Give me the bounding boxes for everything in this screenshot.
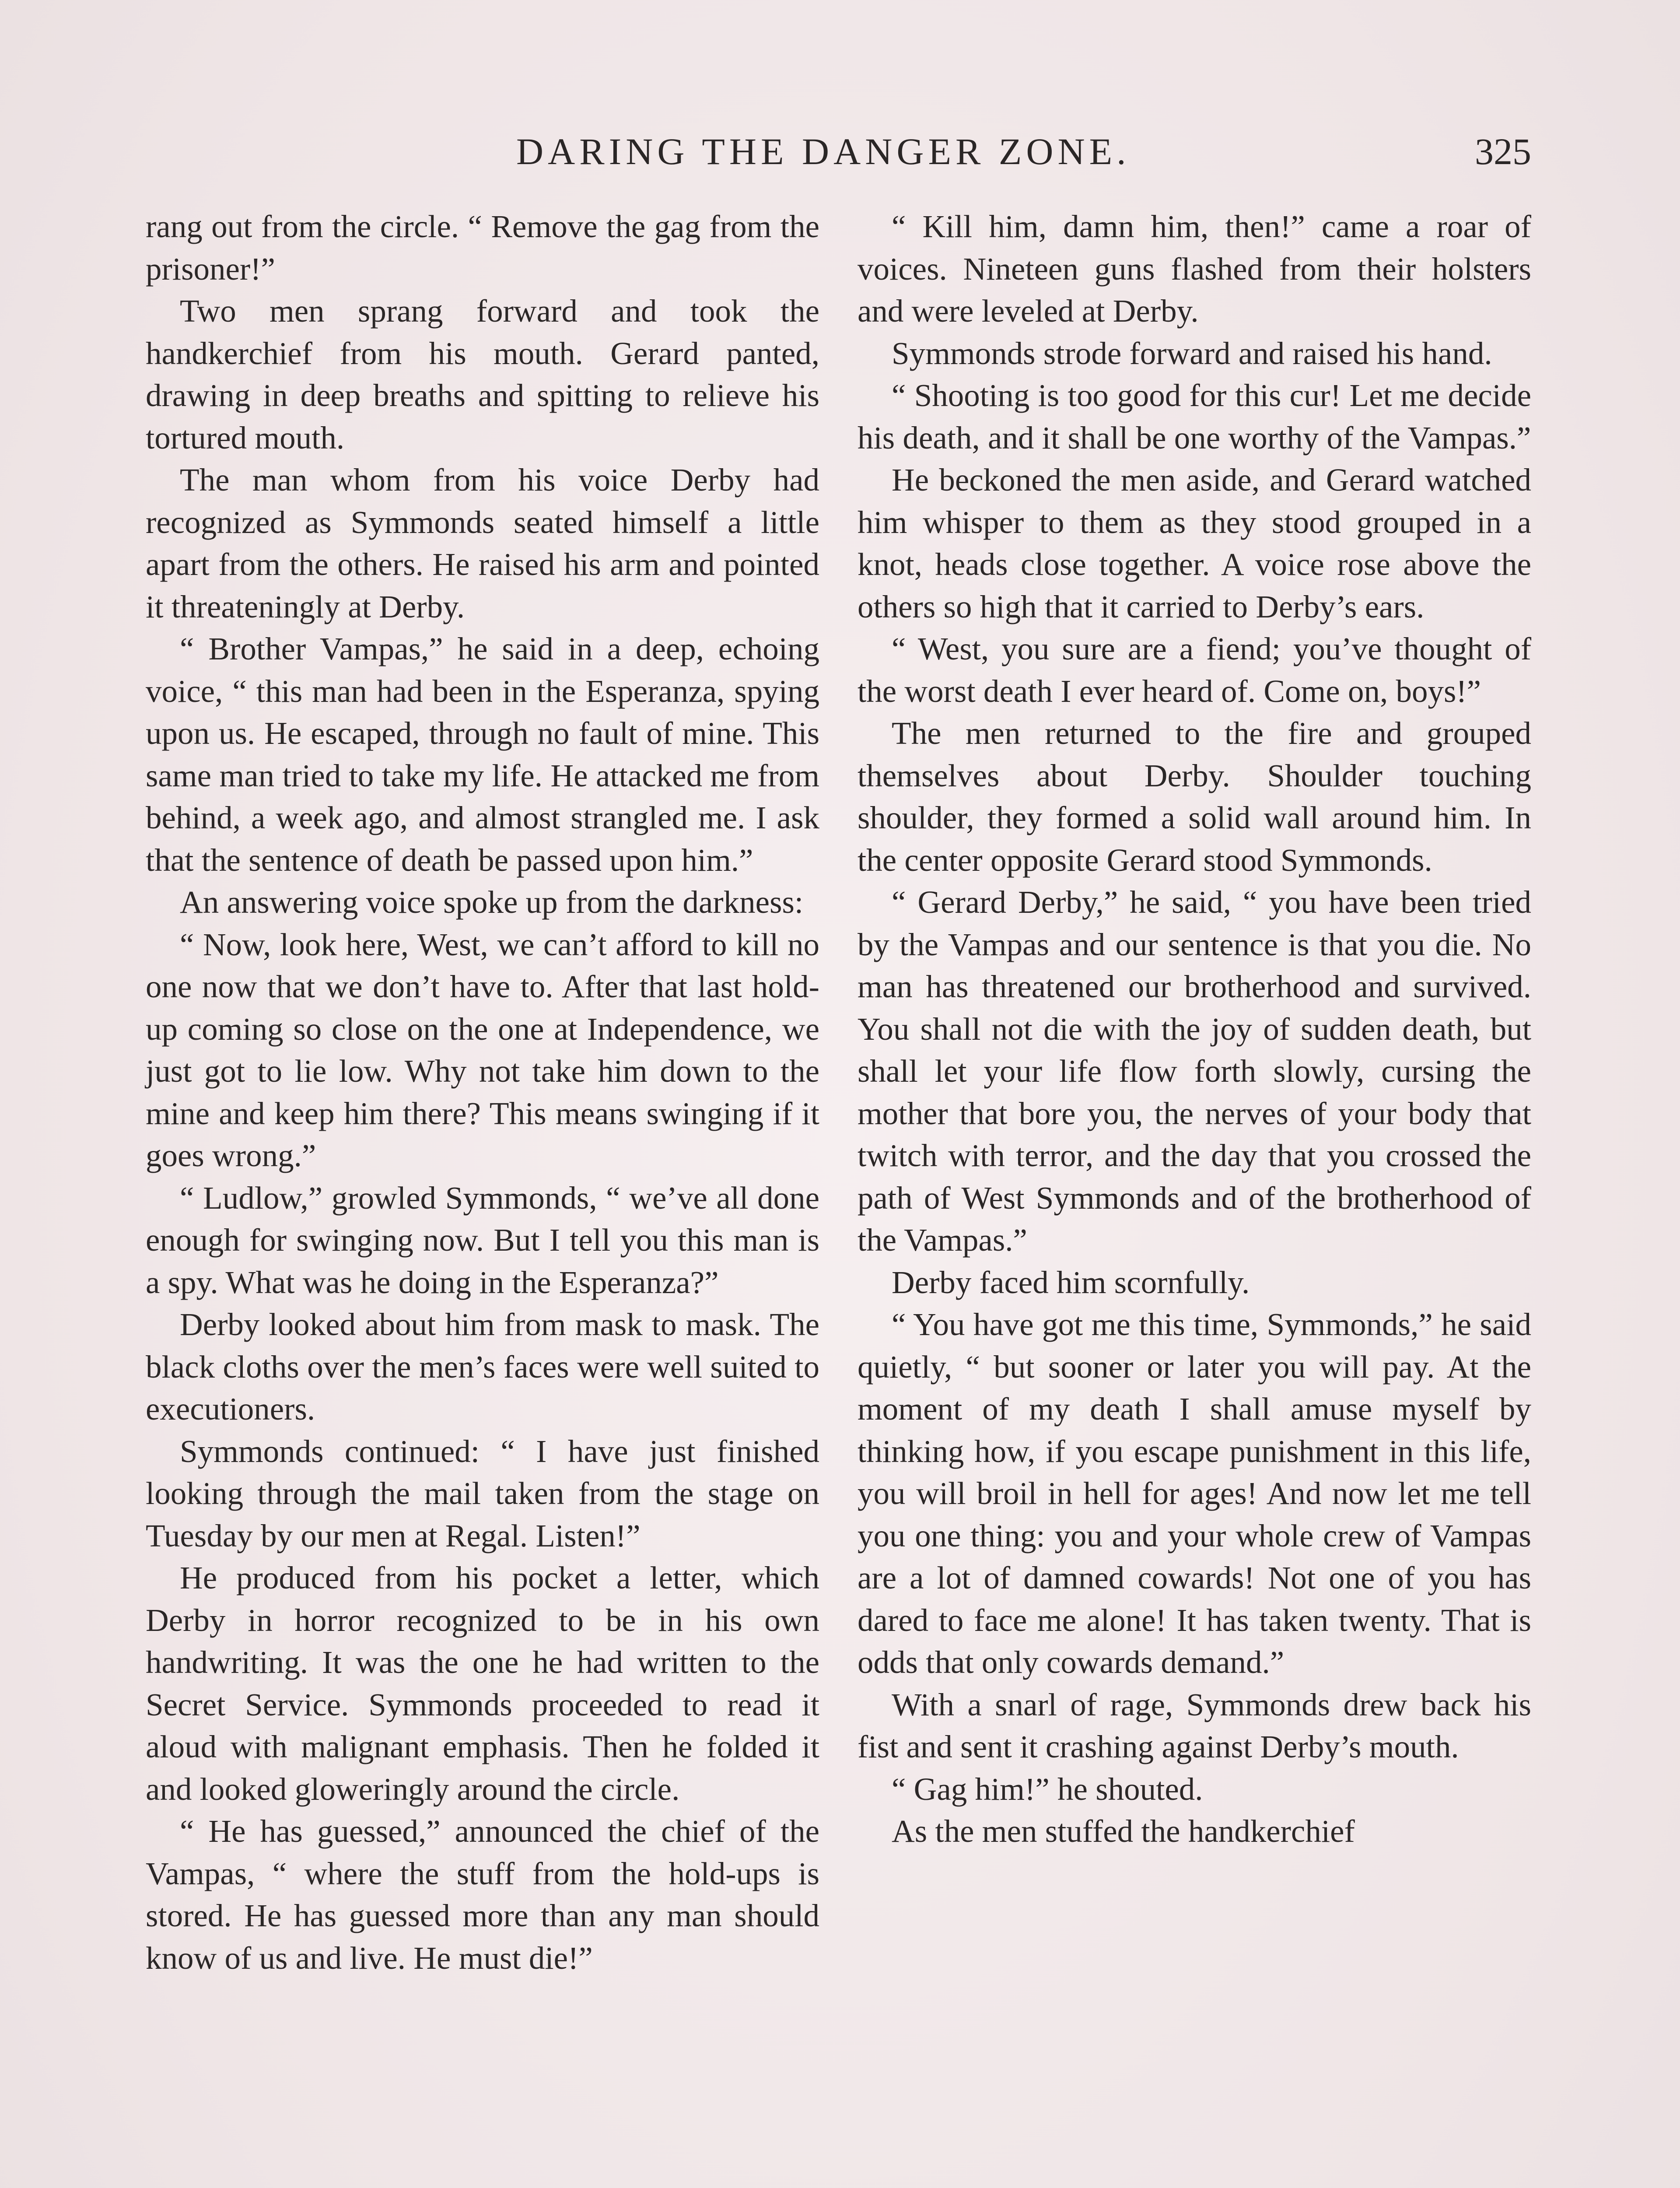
paragraph: “ Now, look here, West, we can’t afford to kill no one now that we don’t have to. After that last hold-up coming so close on the one at Independence, we just got to lie low. Why not take him down to the mine and keep him there? This means swinging if it goes wrong.” xyxy=(146,926,819,1173)
paragraph: As the men stuffed the handkerchief xyxy=(892,1813,1355,1849)
right-text-column xyxy=(858,206,1531,1853)
paragraph: He produced from his pocket a letter, which Derby in horror recognized to be in his own handwriting. It was the one he had written to the Secret Service. Symmonds proceeded to read it aloud with malignant emphasis. Then he folded it and looked gloweringly around the circle. xyxy=(146,1560,819,1807)
paragraph: An answering voice spoke up from the darkness: xyxy=(180,884,804,920)
running-head-title: DARING THE DANGER ZONE. xyxy=(516,130,1130,172)
paragraph: “ West, you sure are a fiend; you’ve thought of the worst death I ever heard of. Come on, boys!” xyxy=(858,631,1531,709)
paragraph: Derby faced him scornfully. xyxy=(892,1264,1250,1300)
paragraph: The men returned to the fire and grouped themselves about Derby. Shoulder touching shoulder, they formed a solid wall around him. In the center opposite Gerard stood Symmonds. xyxy=(858,715,1531,878)
paragraph: The man whom from his voice Derby had recognized as Symmonds seated himself a little apart from the others. He raised his arm and pointed it threateningly at Derby. xyxy=(146,462,819,624)
paragraph: “ You have got me this time, Symmonds,” he said quietly, “ but sooner or later you will pay. At the moment of my death I shall amuse myself by thinking how, if you escape punishment in this life, you will broil in hell for ages! And now let me tell you one thing: you and your whole crew of Vampas are a lot of damned cowards! Not one of you has dared to face me alone! It has taken twenty. That is odds that only cowards demand.” xyxy=(858,1307,1531,1680)
paragraph: Symmonds continued: “ I have just finished looking through the mail taken from the stage on Tuesday by our men at Regal. Listen!” xyxy=(146,1433,819,1553)
paragraph: He beckoned the men aside, and Gerard watched him whisper to them as they stood grouped in a knot, heads close together. A voice rose above the others so high that it carried to Derby’s ears. xyxy=(858,462,1531,624)
paragraph: “ He has guessed,” announced the chief of the Vampas, “ where the stuff from the hold-ups is stored. He has guessed more than any man should know of us and live. He must die!” xyxy=(146,1813,819,1976)
paragraph: “ Gerard Derby,” he said, “ you have been tried by the Vampas and our sentence is that you die. No man has threatened our brotherhood and survived. You shall not die with the joy of sudden death, but shall let your life flow forth slowly, cursing the mother that bore you, the nerves of your body that twitch with terror, and the day that you crossed the path of West Symmonds and of the brotherhood of the Vampas.” xyxy=(858,884,1531,1258)
left-text-column xyxy=(146,206,819,1979)
paragraph: “ Gag him!” he shouted. xyxy=(892,1771,1203,1807)
paragraph: With a snarl of rage, Symmonds drew back his fist and sent it crashing against Derby’s mouth. xyxy=(858,1687,1531,1764)
paragraph: Two men sprang forward and took the handkerchief from his mouth. Gerard panted, drawing in deep breaths and spitting to relieve his tortured mouth. xyxy=(146,293,819,456)
paragraph: rang out from the circle. “ Remove the gag from the prisoner!” xyxy=(146,209,819,287)
paragraph: “ Kill him, damn him, then!” came a roar of voices. Nineteen guns flashed from their holsters and were leveled at Derby. xyxy=(858,209,1531,329)
paragraph: “ Ludlow,” growled Symmonds, “ we’ve all done enough for swinging now. But I tell you this man is a spy. What was he doing in the Esperanza?” xyxy=(146,1180,819,1300)
paragraph: “ Shooting is too good for this cur! Let me decide his death, and it shall be one worthy of the Vampas.” xyxy=(858,378,1531,456)
paragraph: Symmonds strode forward and raised his hand. xyxy=(892,335,1492,371)
paragraph: Derby looked about him from mask to mask. The black cloths over the men’s faces were well suited to executioners. xyxy=(146,1307,819,1427)
page-number: 325 xyxy=(1475,130,1531,172)
paragraph: “ Brother Vampas,” he said in a deep, echoing voice, “ this man had been in the Esperanza, spying upon us. He escaped, through no fault of mine. This same man tried to take my life. He attacked me from behind, a week ago, and almost strangled me. I ask that the sentence of death be passed upon him.” xyxy=(146,631,819,878)
